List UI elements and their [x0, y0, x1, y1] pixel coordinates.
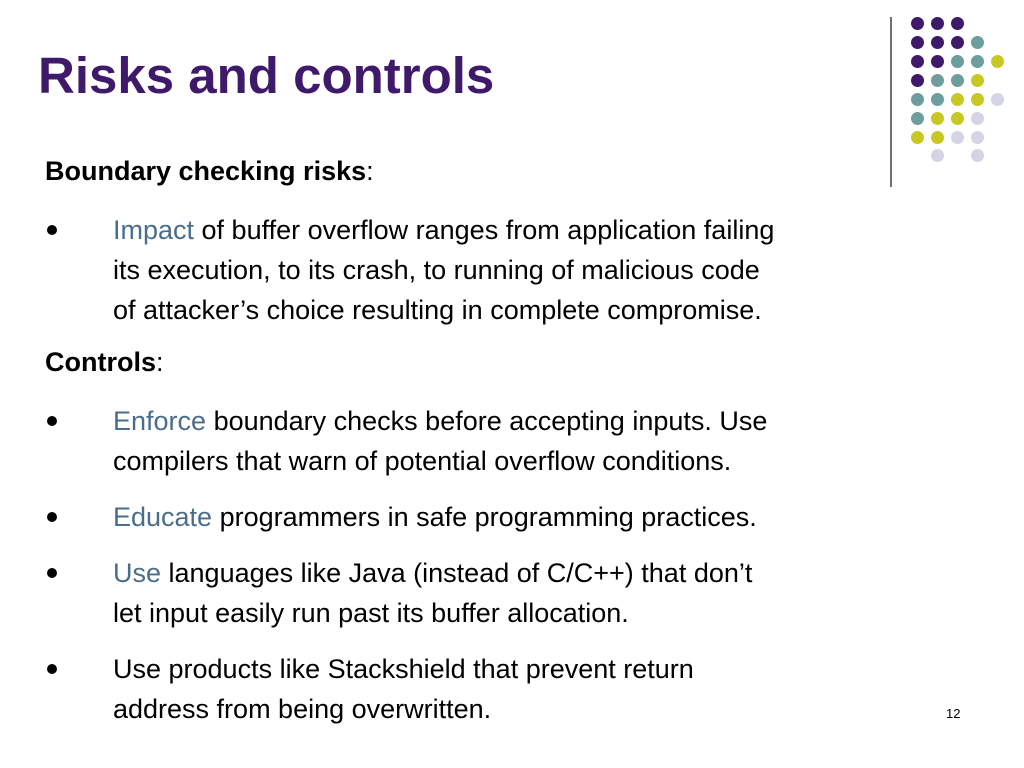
decor-dot	[911, 131, 924, 144]
decor-dot	[931, 74, 944, 87]
decor-dot	[911, 17, 924, 30]
decor-dot	[911, 93, 924, 106]
decor-dot	[951, 36, 964, 49]
decor-dot	[971, 55, 984, 68]
bullet-keyword: Impact	[113, 215, 195, 245]
slide-body	[45, 155, 965, 729]
bullet-use-products	[45, 649, 965, 729]
page-number: 12	[946, 706, 961, 721]
bullet-keyword: Use	[113, 558, 162, 588]
decor-dot	[951, 55, 964, 68]
heading-colon: :	[156, 347, 164, 377]
bullet-line	[113, 497, 965, 537]
bullet-dot-icon	[47, 568, 57, 578]
decor-dot	[931, 93, 944, 106]
dot-grid-decoration	[904, 12, 1004, 162]
decor-dot	[991, 93, 1004, 106]
bullet-dot-icon	[47, 664, 57, 674]
decor-dot	[931, 36, 944, 49]
decor-dot	[971, 93, 984, 106]
bullet-text: boundary checks before accepting inputs. Use	[206, 406, 768, 436]
decor-dot	[991, 55, 1004, 68]
decor-dot	[971, 112, 984, 125]
bullet-line: address from being overwritten.	[113, 694, 492, 724]
decor-dot	[951, 93, 964, 106]
decor-dot	[911, 55, 924, 68]
bullet-impact	[45, 210, 965, 330]
decor-dot	[951, 17, 964, 30]
bullet-line: of attacker’s choice resulting in complete compromise.	[113, 295, 762, 325]
decor-dot	[931, 112, 944, 125]
bullet-educate	[45, 497, 965, 537]
decor-dot	[931, 131, 944, 144]
decor-dot	[971, 74, 984, 87]
bullet-keyword: Enforce	[113, 406, 207, 436]
bullet-text: languages like Java (instead of C/C++) that don’t	[161, 558, 753, 588]
bullet-text: programmers in safe programming practices.	[212, 502, 757, 532]
heading-text: Boundary checking risks	[45, 156, 367, 186]
bullet-line: its execution, to its crash, to running of malicious code	[113, 255, 760, 285]
section-heading-boundary-risks	[45, 155, 965, 188]
bullet-use-languages	[45, 553, 965, 633]
bullet-enforce	[45, 401, 965, 481]
bullet-dot-icon	[47, 416, 57, 426]
decor-dot	[911, 36, 924, 49]
decor-dot	[931, 55, 944, 68]
heading-colon: :	[366, 156, 374, 186]
decor-dot	[951, 131, 964, 144]
decor-dot	[971, 36, 984, 49]
bullet-line	[113, 210, 965, 250]
section-heading-controls	[45, 346, 965, 379]
bullet-line: compilers that warn of potential overflow conditions.	[113, 446, 732, 476]
bullet-line: Use products like Stackshield that prevent return	[113, 654, 694, 684]
bullet-line	[113, 401, 965, 441]
bullet-text: of buffer overflow ranges from application failing	[194, 215, 775, 245]
decor-dot	[951, 74, 964, 87]
bullet-dot-icon	[47, 225, 57, 235]
heading-text: Controls	[45, 347, 156, 377]
decor-dot	[931, 17, 944, 30]
bullet-dot-icon	[47, 512, 57, 522]
decor-dot	[911, 74, 924, 87]
bullet-line: let input easily run past its buffer allocation.	[113, 598, 629, 628]
decor-dot	[971, 131, 984, 144]
decor-dot	[951, 112, 964, 125]
decor-dot	[971, 149, 984, 162]
bullet-keyword: Educate	[113, 502, 213, 532]
bullet-line	[113, 553, 965, 593]
decor-dot	[911, 112, 924, 125]
slide-title: Risks and controls	[38, 47, 495, 104]
